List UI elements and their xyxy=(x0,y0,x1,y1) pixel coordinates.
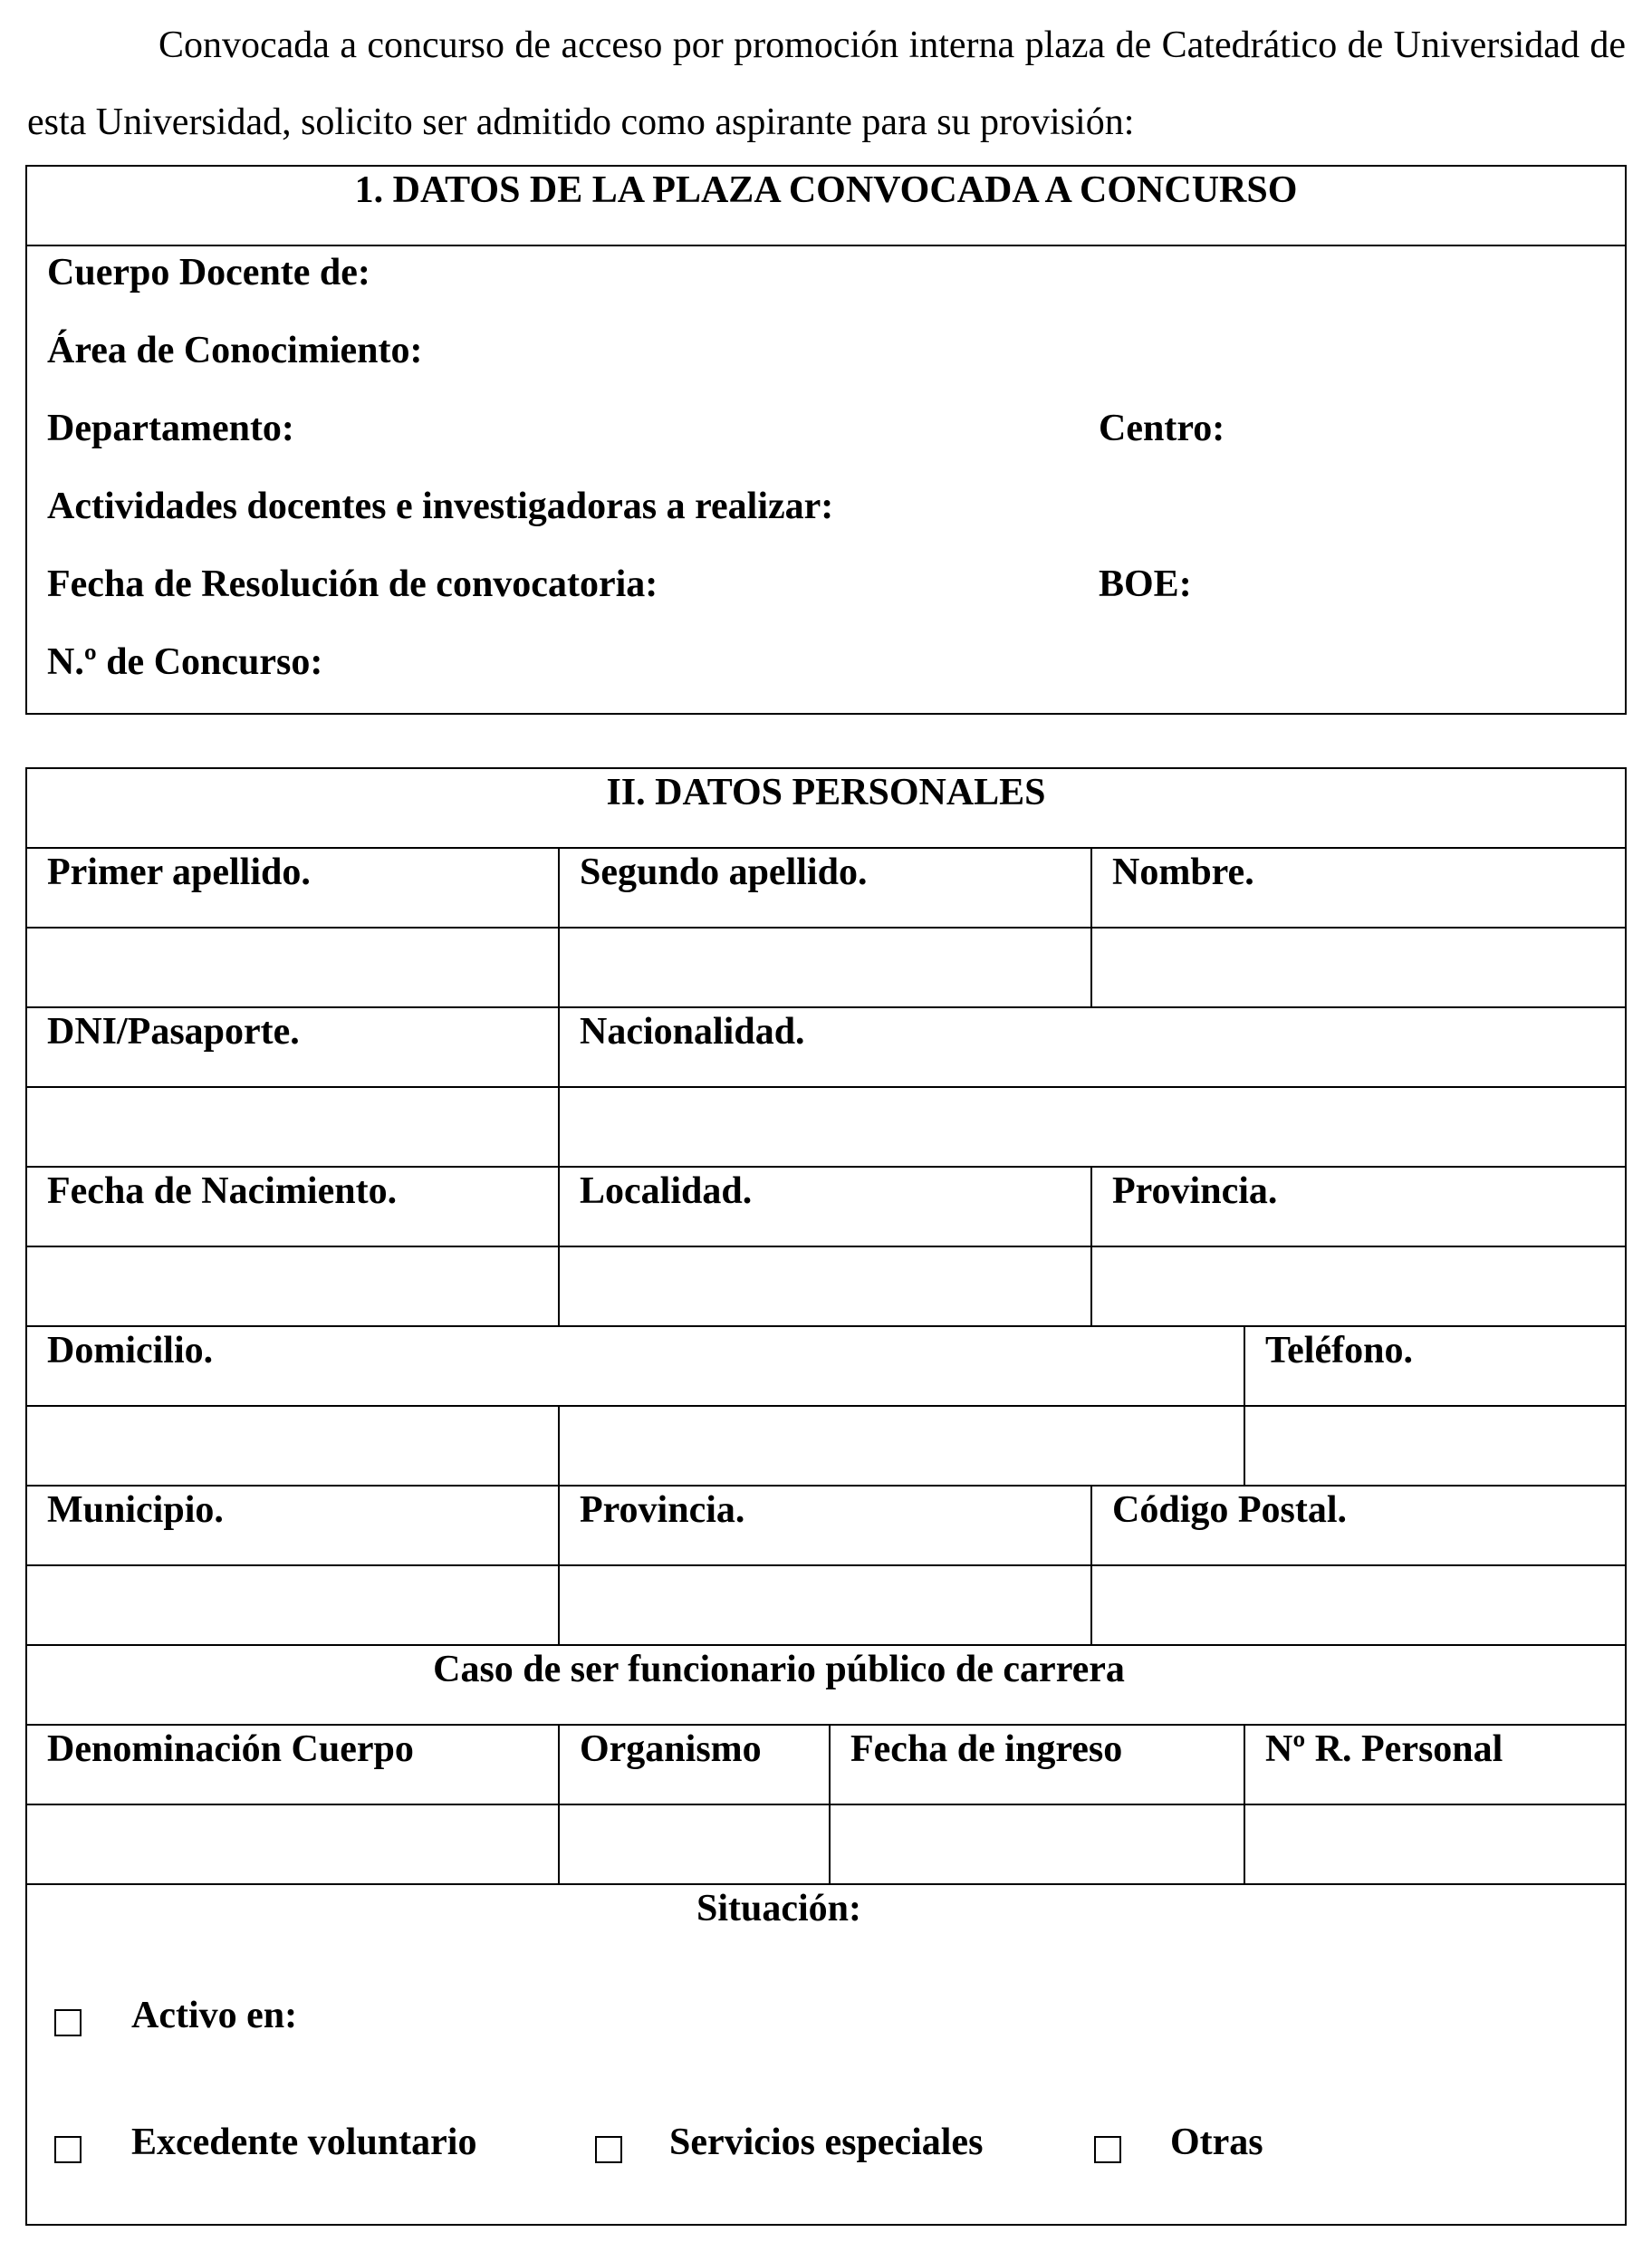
centro-label: Centro: xyxy=(1099,408,1225,449)
denominacion-field[interactable] xyxy=(27,1805,556,1881)
actividades-label: Actividades docentes e investigadoras a realizar: xyxy=(47,486,834,527)
servicios-checkbox[interactable] xyxy=(595,2136,622,2163)
organismo-field[interactable] xyxy=(560,1805,827,1881)
telefono-field[interactable] xyxy=(1245,1407,1625,1483)
boe-label: BOE: xyxy=(1099,563,1192,605)
localidad-field[interactable] xyxy=(560,1247,1089,1323)
domicilio-label: Domicilio. xyxy=(47,1330,214,1371)
municipio-label: Municipio. xyxy=(47,1489,224,1531)
codigo-postal-field[interactable] xyxy=(1092,1566,1625,1642)
provincia-field[interactable] xyxy=(1092,1247,1625,1323)
segundo-apellido-field[interactable] xyxy=(560,929,1089,1005)
nombre-label: Nombre. xyxy=(1112,852,1254,893)
concurso-label: N.º de Concurso: xyxy=(47,641,323,683)
provincia-label: Provincia. xyxy=(1112,1170,1278,1212)
codigo-postal-label: Código Postal. xyxy=(1112,1489,1348,1531)
divider xyxy=(25,1166,1627,1168)
intro-paragraph: Convocada a concurso de acceso por promoción interna plaza de Catedrático de Universidad de esta Universidad, solicito ser admitido como aspirante para su provisión: xyxy=(27,24,1626,143)
divider xyxy=(25,1485,1627,1487)
section1-title: 1. DATOS DE LA PLAZA CONVOCADA A CONCURSO xyxy=(354,169,1298,211)
municipio-field[interactable] xyxy=(27,1566,556,1642)
departamento-label: Departamento: xyxy=(47,408,294,449)
excedente-label: Excedente voluntario xyxy=(131,2122,477,2163)
section2-title: II. DATOS PERSONALES xyxy=(606,772,1046,813)
dni-label: DNI/Pasaporte. xyxy=(47,1011,300,1053)
cuerpo-docente-label: Cuerpo Docente de: xyxy=(47,252,370,293)
primer-apellido-field[interactable] xyxy=(27,929,556,1005)
divider xyxy=(25,1006,1627,1008)
otras-checkbox[interactable] xyxy=(1094,2136,1121,2163)
organismo-label: Organismo xyxy=(580,1728,762,1770)
fecha-nacimiento-label: Fecha de Nacimiento. xyxy=(47,1170,398,1212)
nacionalidad-label: Nacionalidad. xyxy=(580,1011,805,1053)
nro-personal-label: Nº R. Personal xyxy=(1265,1728,1503,1770)
excedente-checkbox[interactable] xyxy=(54,2136,82,2163)
dni-field[interactable] xyxy=(27,1088,556,1164)
divider xyxy=(25,1325,1627,1327)
domicilio-field-1[interactable] xyxy=(27,1407,556,1483)
divider xyxy=(25,1724,1627,1726)
provincia2-label: Provincia. xyxy=(580,1489,745,1531)
fecha-ingreso-field[interactable] xyxy=(831,1805,1242,1881)
provincia2-field[interactable] xyxy=(560,1566,1089,1642)
funcionario-title: Caso de ser funcionario público de carrera xyxy=(433,1649,1125,1690)
divider xyxy=(25,1883,1627,1885)
divider xyxy=(25,245,1627,246)
localidad-label: Localidad. xyxy=(580,1170,753,1212)
servicios-label: Servicios especiales xyxy=(669,2122,984,2163)
situacion-title: Situación: xyxy=(696,1888,862,1929)
nacionalidad-field[interactable] xyxy=(560,1088,1625,1164)
fecha-resolucion-label: Fecha de Resolución de convocatoria: xyxy=(47,563,658,605)
domicilio-field-2[interactable] xyxy=(560,1407,1242,1483)
denominacion-label: Denominación Cuerpo xyxy=(47,1728,414,1770)
fecha-ingreso-label: Fecha de ingreso xyxy=(850,1728,1123,1770)
activo-label: Activo en: xyxy=(131,1995,298,2036)
fecha-nacimiento-field[interactable] xyxy=(27,1247,556,1323)
activo-checkbox[interactable] xyxy=(54,2009,82,2036)
nombre-field[interactable] xyxy=(1092,929,1625,1005)
segundo-apellido-label: Segundo apellido. xyxy=(580,852,868,893)
area-conocimiento-label: Área de Conocimiento: xyxy=(47,330,423,371)
telefono-label: Teléfono. xyxy=(1265,1330,1413,1371)
nro-personal-field[interactable] xyxy=(1245,1805,1625,1881)
primer-apellido-label: Primer apellido. xyxy=(47,852,311,893)
divider xyxy=(25,847,1627,849)
divider xyxy=(25,1644,1627,1646)
otras-label: Otras xyxy=(1170,2122,1263,2163)
